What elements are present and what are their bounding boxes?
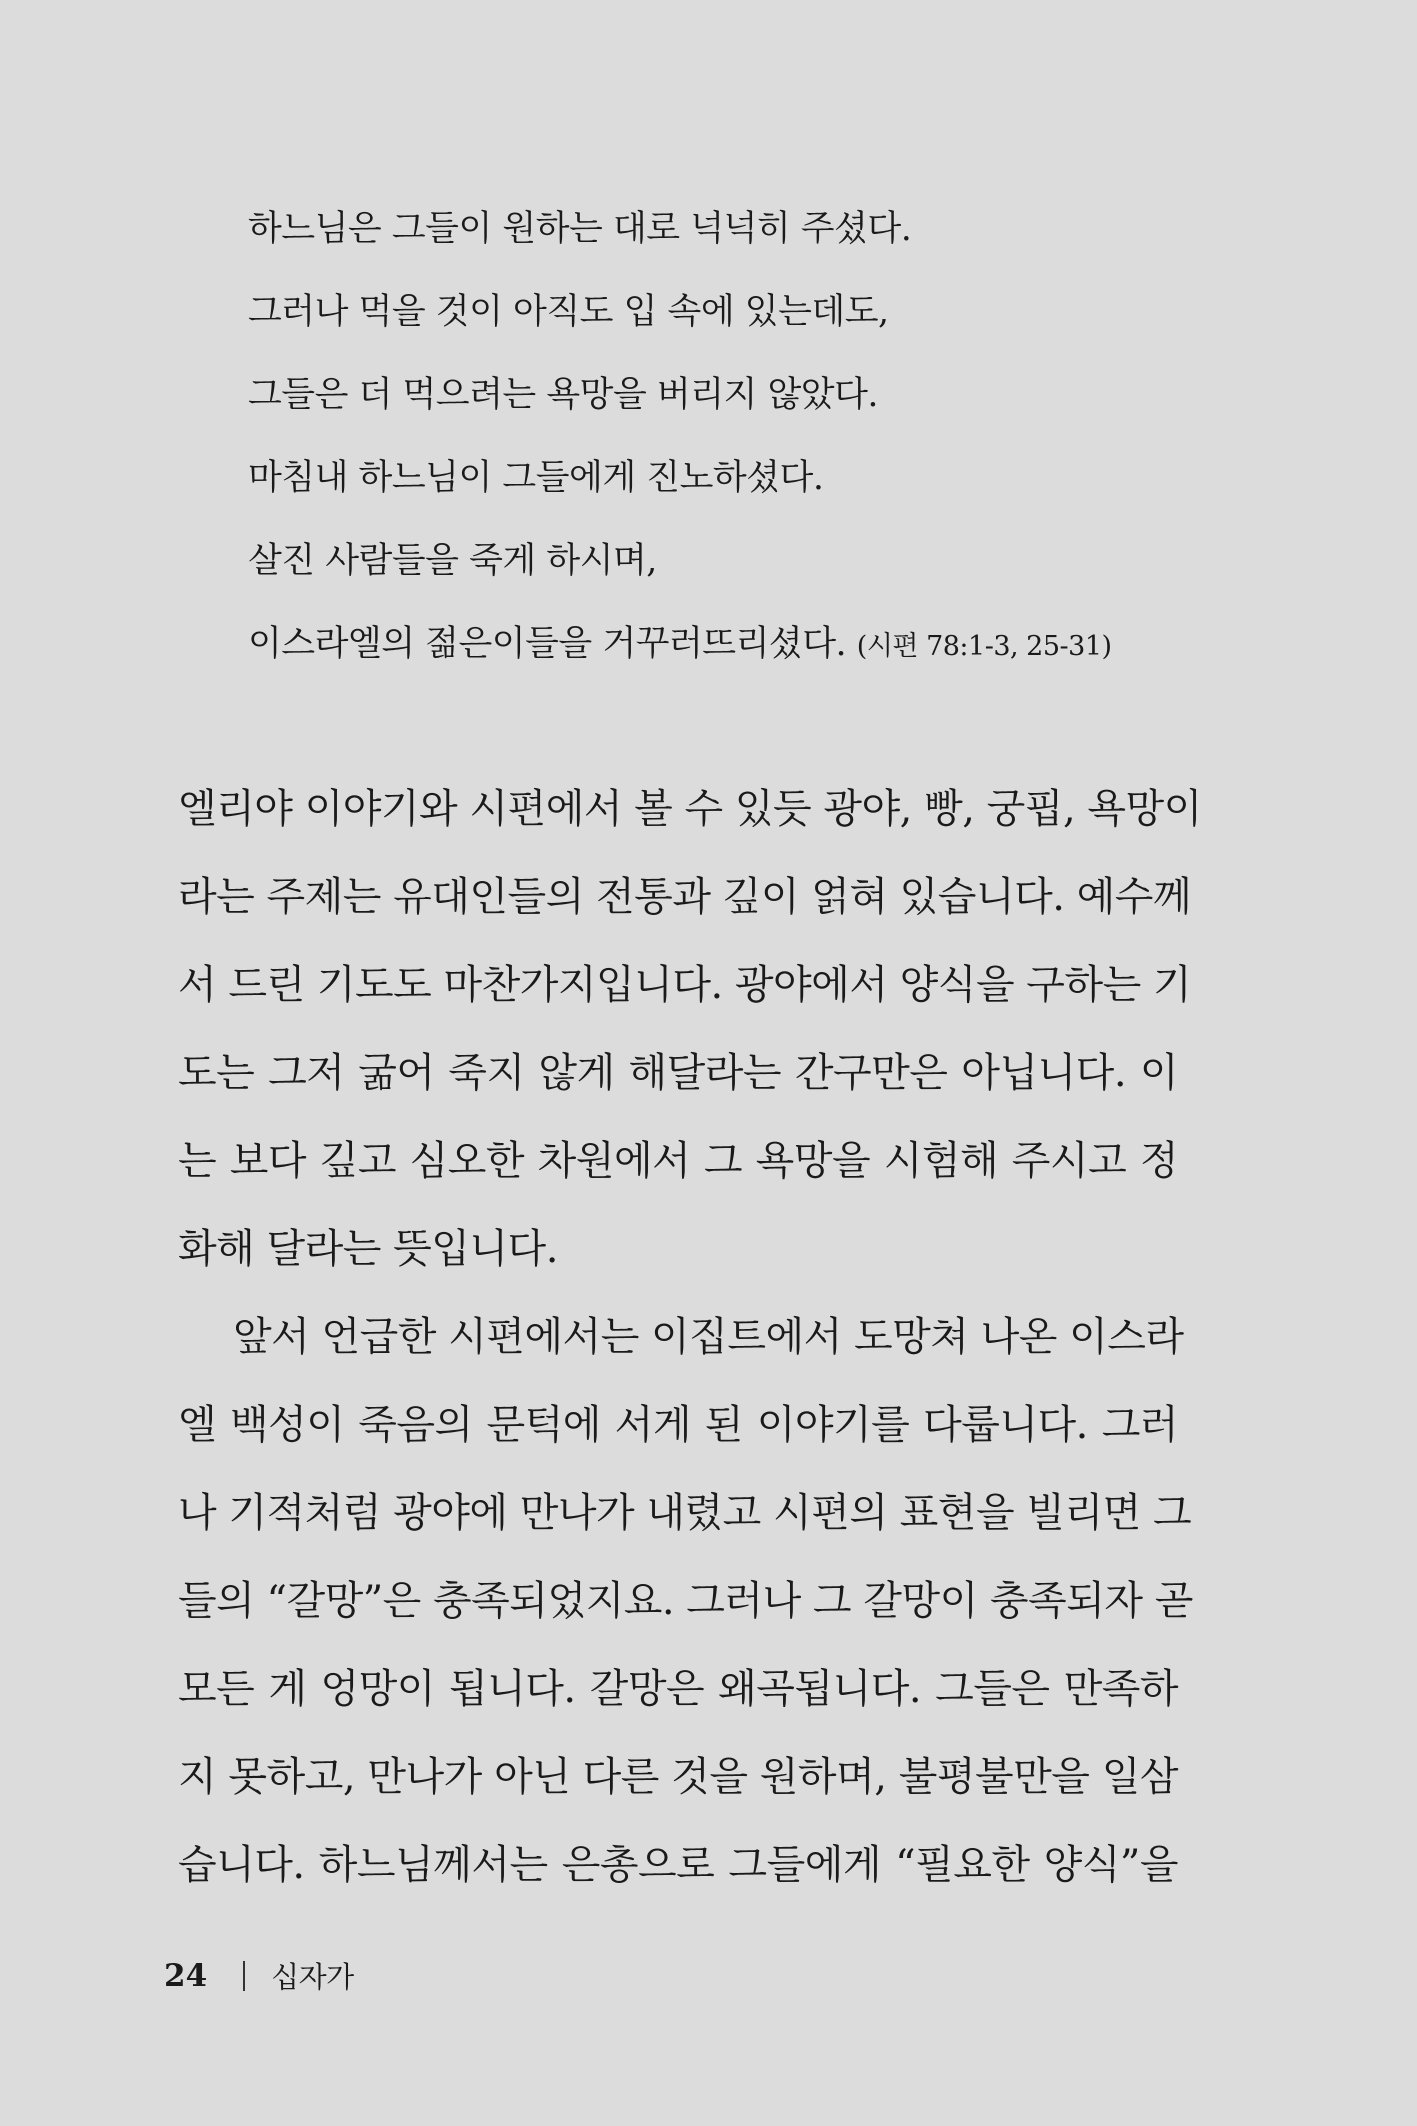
book-title: 십자가 <box>271 1960 354 1994</box>
page-number: 24 <box>164 1957 208 1994</box>
body-line: 엘리야 이야기와 시편에서 볼 수 있듯 광야, 빵, 궁핍, 욕망이 <box>178 786 1202 832</box>
body-line: 서 드린 기도도 마찬가지입니다. 광야에서 양식을 구하는 기 <box>178 962 1192 1008</box>
body-text <box>178 765 1202 1909</box>
quote-line: 하느님은 그들이 원하는 대로 넉넉히 주셨다. <box>248 209 912 249</box>
quote-citation: (시편 78:1-3, 25-31) <box>856 631 1112 662</box>
psalm-quote <box>248 188 1248 686</box>
body-line: 화해 달라는 뜻입니다. <box>178 1226 558 1272</box>
body-line: 라는 주제는 유대인들의 전통과 깊이 얽혀 있습니다. 예수께 <box>178 874 1192 920</box>
footer-divider <box>243 1961 245 1991</box>
quote-line: 그러나 먹을 것이 아직도 입 속에 있는데도, <box>248 292 889 332</box>
quote-line-text: 이스라엘의 젊은이들을 거꾸러뜨리셨다. <box>248 624 847 664</box>
body-line: 나 기적처럼 광야에 만나가 내렸고 시편의 표현을 빌리면 그 <box>178 1490 1192 1536</box>
body-line: 모든 게 엉망이 됩니다. 갈망은 왜곡됩니다. 그들은 만족하 <box>178 1666 1178 1712</box>
body-line: 앞서 언급한 시편에서는 이집트에서 도망쳐 나온 이스라 <box>233 1314 1184 1360</box>
quote-line <box>248 603 1248 686</box>
quote-line: 살진 사람들을 죽게 하시며, <box>248 541 657 581</box>
quote-line: 그들은 더 먹으려는 욕망을 버리지 않았다. <box>248 375 879 415</box>
body-line: 도는 그저 굶어 죽지 않게 해달라는 간구만은 아닙니다. 이 <box>178 1050 1178 1096</box>
body-line: 엘 백성이 죽음의 문턱에 서게 된 이야기를 다룹니다. 그러 <box>178 1402 1178 1448</box>
body-line: 는 보다 깊고 심오한 차원에서 그 욕망을 시험해 주시고 정 <box>178 1138 1178 1184</box>
page-footer <box>164 1955 354 1996</box>
quote-line: 마침내 하느님이 그들에게 진노하셨다. <box>248 458 824 498</box>
body-line: 들의 “갈망”은 충족되었지요. 그러나 그 갈망이 충족되자 곧 <box>178 1578 1193 1624</box>
body-line: 습니다. 하느님께서는 은총으로 그들에게 “필요한 양식”을 <box>178 1842 1178 1888</box>
body-line: 지 못하고, 만나가 아닌 다른 것을 원하며, 불평불만을 일삼 <box>178 1754 1178 1800</box>
